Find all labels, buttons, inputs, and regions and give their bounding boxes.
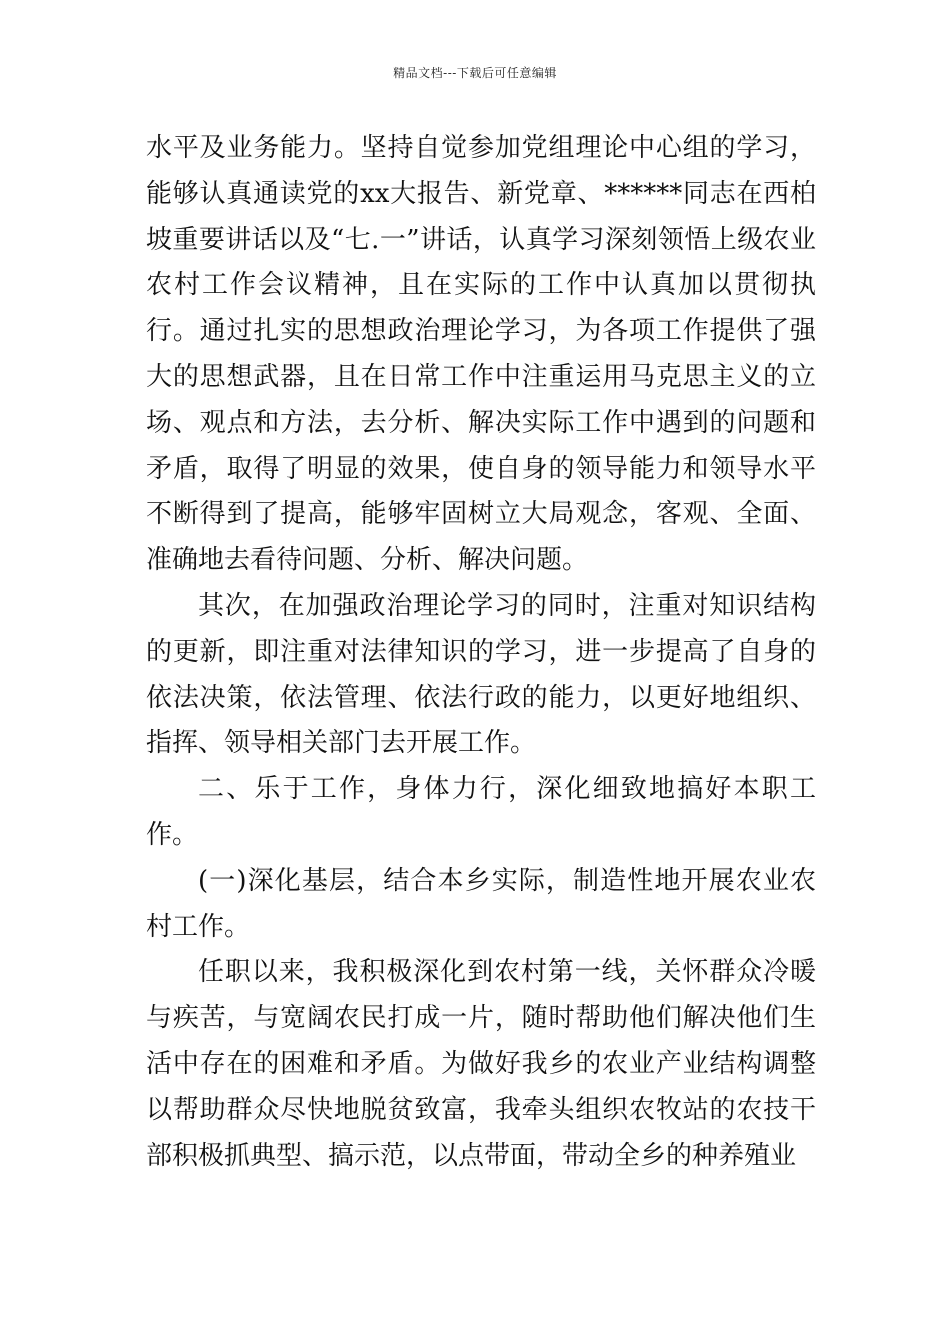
- page-header: 精品文档---下载后可任意编辑: [393, 66, 557, 80]
- paragraph-law-study: 其次，在加强政治理论学习的同时，注重对知识结构的更新，即注重对法律知识的学习，进一步提高了自身的依法决策，依法管理、依法行政的能力，以更好地组织、指挥、领导相关部门去开展工作。: [146, 590, 816, 759]
- section-heading-two: 二、乐于工作，身体力行，深化细致地搞好本职工作。: [146, 774, 816, 850]
- subsection-heading-one: (一)深化基层，结合本乡实际，制造性地开展农业农村工作。: [146, 865, 816, 942]
- paragraph-grassroots: 任职以来，我积极深化到农村第一线，关怀群众冷暖与疾苦，与宽阔农民打成一片，随时帮助他们解决他们生活中存在的困难和矛盾。为做好我乡的农业产业结构调整以帮助群众尽快地脱贫致富，我牵头组织农牧站的农技干部积极抓典型、搞示范，以点带面，带动全乡的种养殖业: [146, 957, 816, 1171]
- paragraph-study: 水平及业务能力。坚持自觉参加党组理论中心组的学习，能够认真通读党的xx大报告、新党章、******同志在西柏坡重要讲话以及“七.一”讲话，认真学习深刻领悟上级农业农村工作会议精神，且在实际的工作中认真加以贯彻执行。通过扎实的思想政治理论学习，为各项工作提供了强大的思想武器，且在日常工作中注重运用马克思主义的立场、观点和方法，去分析、解决实际工作中遇到的问题和矛盾，取得了明显的效果，使自身的领导能力和领导水平不断得到了提高，能够牢固树立大局观念，客观、全面、准确地去看待问题、分析、解决问题。: [146, 133, 816, 576]
- document-body: [146, 126, 816, 1179]
